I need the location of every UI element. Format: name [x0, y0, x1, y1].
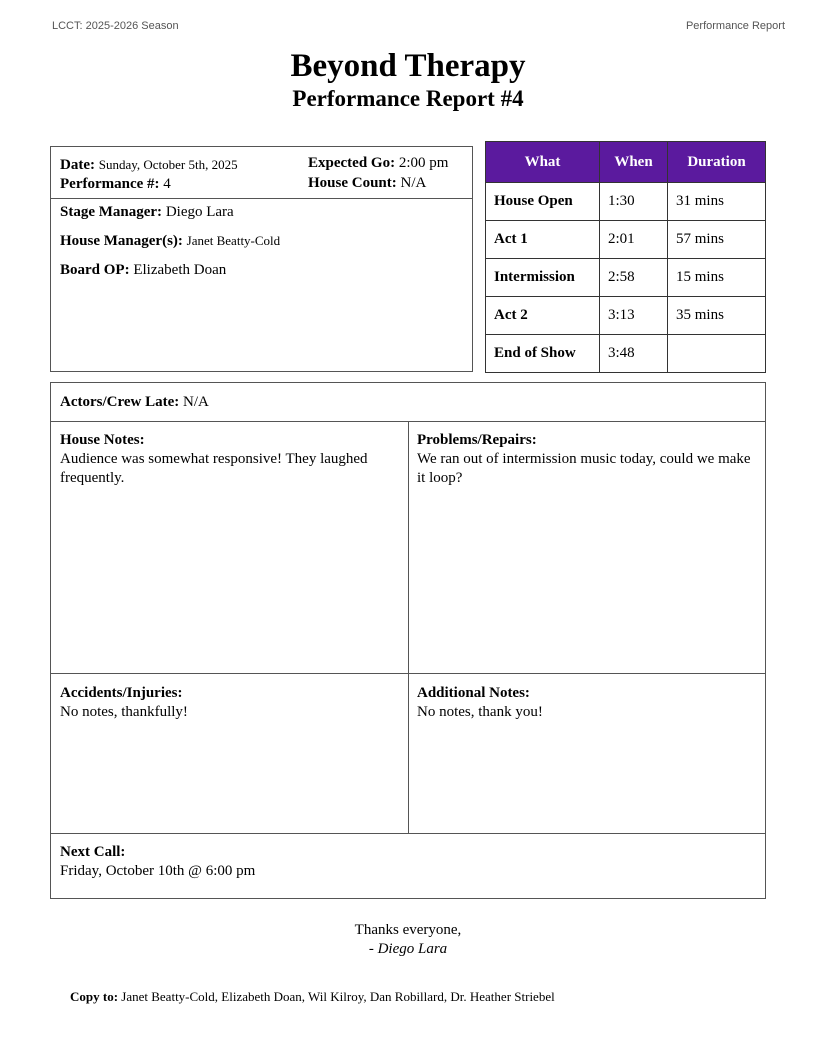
board-op-value: Elizabeth Doan — [133, 262, 227, 278]
timing-when: 2:58 — [600, 259, 668, 297]
house-notes-label: House Notes: — [60, 432, 145, 448]
divider — [51, 833, 765, 834]
house-manager-label: House Manager(s): — [60, 233, 183, 249]
stage-manager-line — [60, 204, 234, 221]
table-row — [486, 183, 766, 221]
house-notes-cell — [60, 431, 395, 488]
header-season: LCCT: 2025-2026 Season — [52, 20, 179, 32]
closing — [0, 921, 816, 959]
house-count-label: House Count: — [308, 175, 397, 191]
performance-label: Performance #: — [60, 176, 160, 192]
timing-what: House Open — [486, 183, 600, 221]
thanks-text: Thanks everyone, — [354, 922, 462, 938]
timing-what: End of Show — [486, 335, 600, 373]
date-line — [60, 157, 238, 174]
timing-when: 1:30 — [600, 183, 668, 221]
house-count-line — [308, 175, 426, 192]
next-call-value: Friday, October 10th @ 6:00 pm — [60, 863, 256, 879]
additional-notes-cell — [417, 684, 752, 722]
table-row — [486, 335, 766, 373]
house-manager-line — [60, 233, 280, 250]
expected-go-line — [308, 155, 448, 172]
performance-line — [60, 176, 171, 193]
signature: - Diego Lara — [368, 941, 448, 957]
header-report-type: Performance Report — [685, 20, 785, 32]
timing-header-when: When — [600, 142, 668, 183]
copy-to-label: Copy to: — [70, 989, 119, 1004]
next-call-label: Next Call: — [60, 844, 126, 860]
timing-when: 3:48 — [600, 335, 668, 373]
timing-table — [485, 141, 766, 373]
timing-header-what: What — [486, 142, 600, 183]
timing-duration: 31 mins — [668, 183, 766, 221]
late-cell — [60, 393, 209, 412]
performance-value: 4 — [163, 176, 171, 192]
additional-notes-value: No notes, thank you! — [417, 704, 543, 720]
timing-header-row — [486, 142, 766, 183]
copy-to-value: Janet Beatty-Cold, Elizabeth Doan, Wil Kilroy, Dan Robillard, Dr. Heather Striebel — [121, 989, 555, 1004]
show-info-box — [50, 146, 473, 372]
house-count-value: N/A — [400, 175, 427, 191]
problems-value: We ran out of intermission music today, could we make it loop? — [417, 451, 751, 486]
date-value: Sunday, October 5th, 2025 — [98, 157, 238, 172]
expected-go-value: 2:00 pm — [398, 155, 449, 171]
board-op-line — [60, 262, 226, 279]
next-call-cell — [60, 843, 750, 881]
timing-what: Act 1 — [486, 221, 600, 259]
table-row — [486, 259, 766, 297]
problems-label: Problems/Repairs: — [417, 432, 537, 448]
timing-duration: 15 mins — [668, 259, 766, 297]
table-row — [486, 221, 766, 259]
house-manager-value: Janet Beatty-Cold — [186, 233, 281, 248]
timing-when: 2:01 — [600, 221, 668, 259]
accidents-value: No notes, thankfully! — [60, 704, 188, 720]
timing-duration — [668, 335, 766, 373]
late-label: Actors/Crew Late: — [60, 394, 180, 410]
timing-header-duration: Duration — [668, 142, 766, 183]
copy-to-line — [70, 989, 555, 1005]
accidents-cell — [60, 684, 395, 722]
timing-duration: 57 mins — [668, 221, 766, 259]
divider — [408, 421, 409, 833]
page-title: Beyond Therapy — [290, 48, 526, 84]
timing-when: 3:13 — [600, 297, 668, 335]
expected-go-label: Expected Go: — [308, 155, 396, 171]
timing-what: Act 2 — [486, 297, 600, 335]
house-notes-value: Audience was somewhat responsive! They laughed frequently. — [60, 451, 368, 486]
problems-cell — [417, 431, 752, 488]
date-label: Date: — [60, 157, 95, 173]
table-row — [486, 297, 766, 335]
show-info-top — [51, 147, 472, 199]
timing-duration: 35 mins — [668, 297, 766, 335]
accidents-label: Accidents/Injuries: — [60, 685, 183, 701]
stage-manager-label: Stage Manager: — [60, 204, 163, 220]
late-value: N/A — [183, 394, 209, 410]
board-op-label: Board OP: — [60, 262, 130, 278]
additional-notes-label: Additional Notes: — [417, 685, 530, 701]
notes-grid — [50, 382, 766, 899]
timing-what: Intermission — [486, 259, 600, 297]
stage-manager-value: Diego Lara — [165, 204, 234, 220]
page-subtitle: Performance Report #4 — [292, 86, 524, 111]
